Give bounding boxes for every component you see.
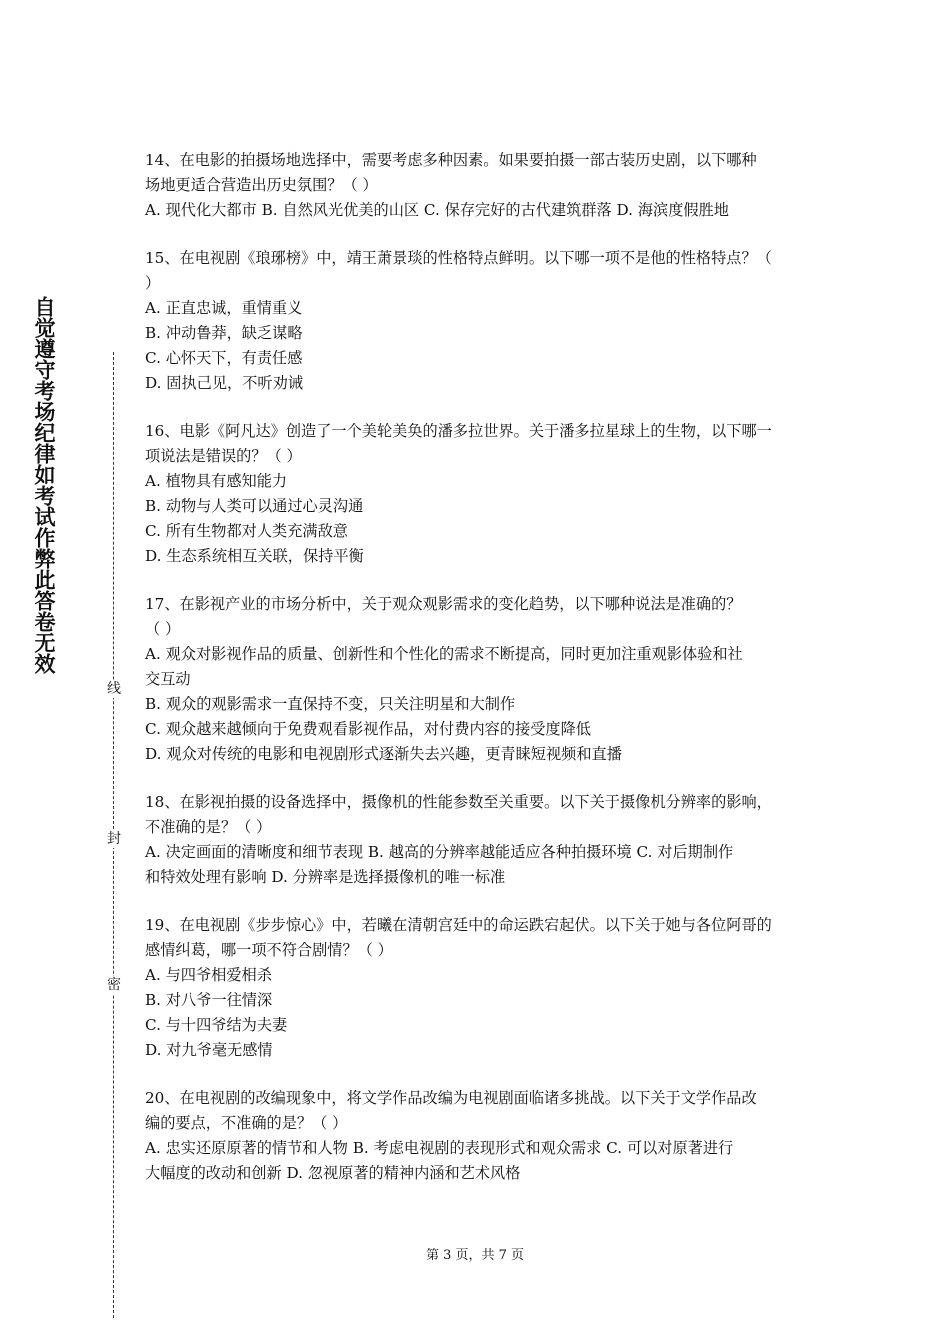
question-stem-line: 不准确的是？（ ）: [145, 818, 272, 836]
answer-option: D. 观众对传统的电影和电视剧形式逐渐失去兴趣，更青睐短视频和直播: [145, 745, 622, 763]
question-stem-line: 20、在电视剧的改编现象中，将文学作品改编为电视剧面临诸多挑战。以下关于文学作品改: [145, 1089, 757, 1107]
question-stem-line: ）: [145, 274, 161, 292]
exam-discipline-notice: 自觉遵守考场纪律如考试作弊此答卷无效: [32, 296, 56, 674]
answer-option: C. 观众越来越倾向于免费观看影视作品，对付费内容的接受度降低: [145, 720, 591, 738]
question-stem-line: 19、在电视剧《步步惊心》中，若曦在清朝宫廷中的命运跌宕起伏。以下关于她与各位阿哥的: [145, 916, 772, 934]
answer-option: A. 正直忠诚，重情重义: [145, 299, 303, 317]
question-list: [145, 148, 813, 1209]
question-stem-line: 14、在电影的拍摄场地选择中，需要考虑多种因素。如果要拍摄一部古装历史剧，以下哪种: [145, 151, 757, 169]
answer-option: B. 动物与人类可以通过心灵沟通: [145, 497, 364, 515]
answer-option: A. 植物具有感知能力: [145, 472, 288, 490]
question-stem-line: 编的要点，不准确的是？（ ）: [145, 1114, 348, 1132]
question-stem-line: 16、电影《阿凡达》创造了一个美轮美奂的潘多拉世界。关于潘多拉星球上的生物，以下哪一: [145, 422, 772, 440]
answer-option: B. 对八爷一往情深: [145, 991, 273, 1009]
question-stem-line: 17、在影视产业的市场分析中，关于观众观影需求的变化趋势，以下哪种说法是准确的？: [145, 595, 742, 613]
answer-option: A. 忠实还原原著的情节和人物 B. 考虑电视剧的表现形式和观众需求 C. 可以对原著进行: [145, 1139, 734, 1157]
question-item: [145, 1086, 813, 1186]
answer-option: D. 固执己见，不听劝诫: [145, 374, 303, 392]
question-item: [145, 419, 813, 569]
answer-option: C. 与十四爷结为夫妻: [145, 1016, 288, 1034]
page-number: 第 3 页，共 7 页: [425, 1248, 525, 1263]
answer-option: 交互动: [145, 670, 191, 688]
question-stem-line: 18、在影视拍摄的设备选择中，摄像机的性能参数至关重要。以下关于摄像机分辨率的影响，: [145, 793, 772, 811]
answer-option: D. 生态系统相互关联，保持平衡: [145, 547, 364, 565]
binding-label-seal: 封: [103, 830, 125, 848]
answer-option: A. 与四爷相爱相杀: [145, 966, 272, 984]
question-item: [145, 246, 813, 396]
question-stem-line: 15、在电视剧《琅琊榜》中，靖王萧景琰的性格特点鲜明。以下哪一项不是他的性格特点？（: [145, 249, 772, 267]
answer-option: C. 心怀天下，有责任感: [145, 349, 303, 367]
answer-option: 和特效处理有影响 D. 分辨率是选择摄像机的唯一标准: [145, 868, 506, 886]
answer-option: B. 观众的观影需求一直保持不变，只关注明星和大制作: [145, 695, 516, 713]
answer-option: A. 观众对影视作品的质量、创新性和个性化的需求不断提高，同时更加注重观影体验和社: [145, 645, 743, 663]
answer-option: C. 所有生物都对人类充满敌意: [145, 522, 348, 540]
answer-option: A. 决定画面的清晰度和细节表现 B. 越高的分辨率越能适应各种拍摄环境 C. 对后期制作: [145, 843, 734, 861]
question-item: [145, 592, 813, 767]
answer-option: A. 现代化大都市 B. 自然风光优美的山区 C. 保存完好的古代建筑群落 D. 海滨度假胜地: [145, 201, 729, 219]
question-item: [145, 913, 813, 1063]
binding-label-secret: 密: [103, 976, 125, 994]
question-stem-line: （ ）: [145, 620, 181, 638]
question-stem-line: 场地更适合营造出历史氛围？（ ）: [145, 176, 378, 194]
answer-option: D. 对九爷毫无感情: [145, 1041, 273, 1059]
binding-label-line: 线: [103, 680, 125, 698]
question-item: [145, 148, 813, 223]
question-stem-line: 感情纠葛，哪一项不符合剧情？（ ）: [145, 941, 393, 959]
answer-option: B. 冲动鲁莽，缺乏谋略: [145, 324, 303, 342]
question-stem-line: 项说法是错误的？（ ）: [145, 447, 302, 465]
question-item: [145, 790, 813, 890]
answer-option: 大幅度的改动和创新 D. 忽视原著的精神内涵和艺术风格: [145, 1164, 521, 1182]
